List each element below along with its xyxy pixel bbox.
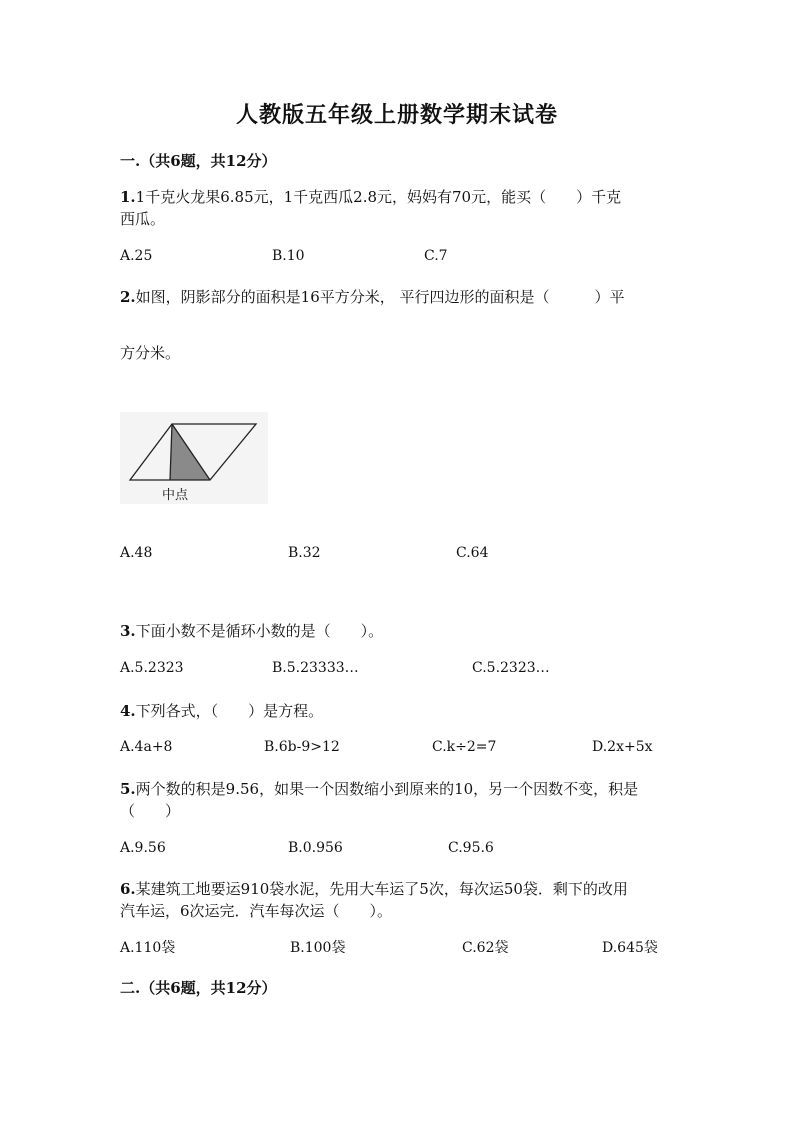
question-2-option-a[interactable]: A.48 [120, 545, 153, 561]
question-1-option-c[interactable]: C.7 [424, 248, 448, 264]
question-2-option-c[interactable]: C.64 [456, 545, 489, 561]
question-3-option-c[interactable]: C.5.2323… [472, 660, 550, 676]
question-4-option-b[interactable]: B.6b-9>12 [264, 739, 340, 755]
parallelogram-figure [120, 412, 268, 504]
question-1-option-a[interactable]: A.25 [120, 248, 153, 264]
question-5-line-2: （ ） [120, 802, 181, 820]
question-2-option-b[interactable]: B.32 [288, 545, 321, 561]
question-6-number: 6. [120, 880, 136, 898]
question-3-text: 下面小数不是循环小数的是（ ）。 [135, 622, 384, 640]
question-2-line-1: 如图，阴影部分的面积是16平方分米， 平行四边形的面积是（ ）平 [135, 288, 625, 306]
question-6-option-a[interactable]: A.110袋 [120, 940, 176, 956]
question-5-option-a[interactable]: A.9.56 [120, 840, 166, 856]
question-5-option-b[interactable]: B.0.956 [288, 840, 343, 856]
question-5 [120, 778, 680, 822]
question-4-option-c[interactable]: C.k÷2=7 [432, 739, 497, 755]
midpoint-label: 中点 [162, 488, 189, 503]
question-2-number: 2. [120, 288, 136, 306]
question-2 [120, 286, 680, 308]
section-2-header: 二.（共6题，共12分） [120, 979, 277, 997]
question-6-line-1: 某建筑工地要运910袋水泥，先用大车运了5次，每次运50袋．剩下的改用 [135, 880, 628, 898]
question-4-number: 4. [120, 702, 136, 720]
question-4 [120, 700, 680, 722]
question-4-text: 下列各式，（ ）是方程。 [135, 702, 324, 720]
question-6 [120, 878, 680, 922]
question-6-option-c[interactable]: C.62袋 [462, 940, 509, 956]
question-1-option-b[interactable]: B.10 [272, 248, 305, 264]
question-1 [120, 186, 680, 230]
question-1-line-2: 西瓜。 [120, 210, 166, 228]
question-2-line-2: 方分米。 [120, 344, 181, 362]
question-3-option-a[interactable]: A.5.2323 [120, 660, 184, 676]
question-5-option-c[interactable]: C.95.6 [448, 840, 494, 856]
question-5-line-1: 两个数的积是9.56，如果一个因数缩小到原来的10，另一个因数不变，积是 [135, 780, 639, 798]
question-1-number: 1. [120, 188, 136, 206]
question-4-option-a[interactable]: A.4a+8 [120, 739, 173, 755]
question-6-option-b[interactable]: B.100袋 [290, 940, 346, 956]
question-4-option-d[interactable]: D.2x+5x [592, 739, 653, 755]
page-title: 人教版五年级上册数学期末试卷 [235, 102, 558, 128]
question-6-option-d[interactable]: D.645袋 [602, 940, 658, 956]
question-6-line-2: 汽车运，6次运完．汽车每次运（ ）。 [120, 902, 393, 920]
question-5-number: 5. [120, 780, 136, 798]
question-3-option-b[interactable]: B.5.23333… [272, 660, 359, 676]
section-1-header: 一.（共6题，共12分） [120, 152, 277, 170]
question-1-line-1: 1千克火龙果6.85元，1千克西瓜2.8元，妈妈有70元，能买（ ）千克 [135, 188, 622, 206]
question-3 [120, 620, 680, 642]
question-3-number: 3. [120, 622, 136, 640]
